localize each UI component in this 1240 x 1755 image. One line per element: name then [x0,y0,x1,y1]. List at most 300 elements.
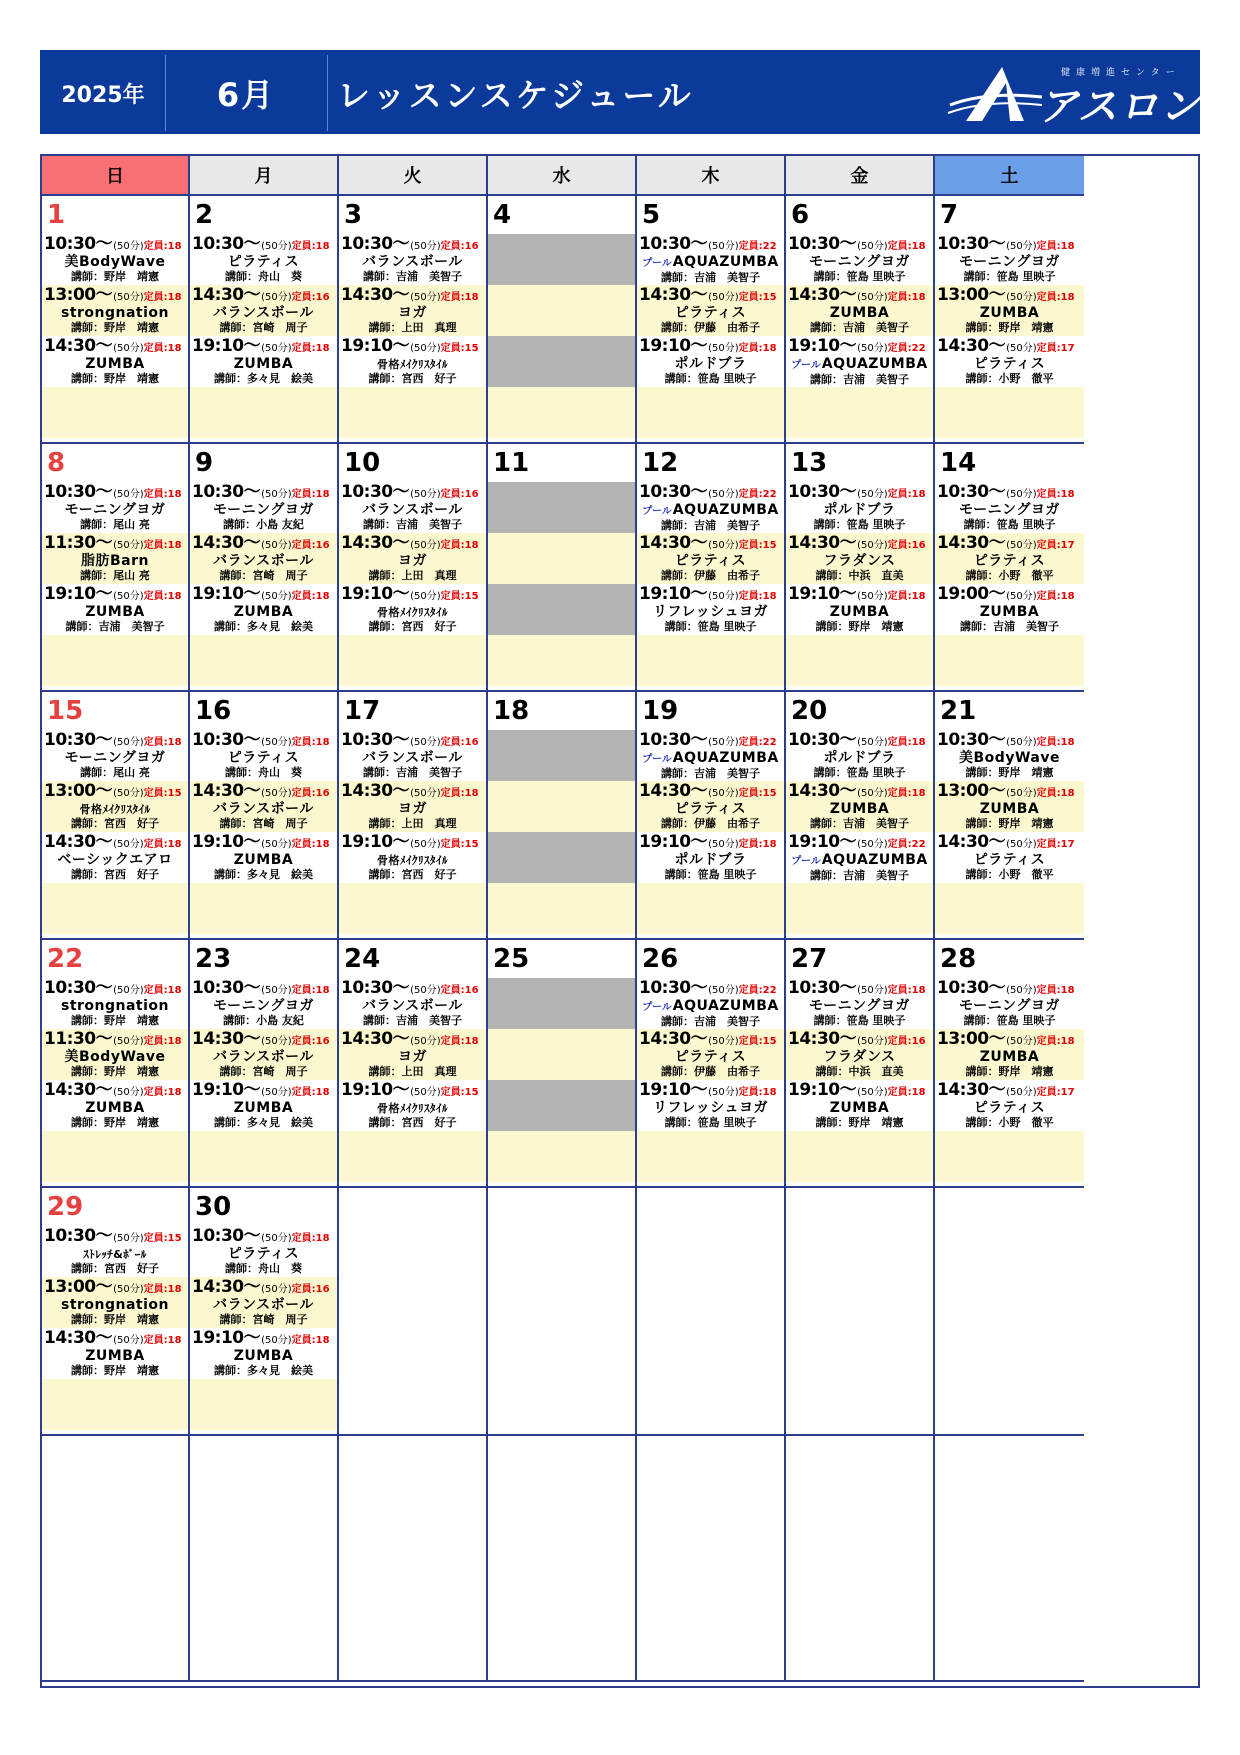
lesson-instructor: 講師：小野 徹平 [965,372,1054,385]
lesson-time-line [192,832,335,853]
lesson-name-text: ZUMBA [829,801,890,817]
lesson-time-line [788,285,931,306]
lesson-capacity: 定員:18 [143,540,182,551]
lesson-entry [190,1277,337,1328]
lesson-duration: (50分) [1006,737,1037,748]
lesson-time-line [639,730,782,751]
lesson-capacity: 定員:18 [143,1087,182,1098]
lesson-capacity: 定員:22 [738,737,777,748]
brand-logo [946,57,1201,130]
day-cell [935,1188,1084,1436]
lesson-capacity: 定員:16 [291,788,330,799]
lesson-name [192,255,335,270]
lesson-slots [786,234,933,438]
calendar-week [42,940,1198,1188]
lesson-name [937,554,1082,569]
lesson-slots [42,482,188,686]
lesson-name-text: ZUMBA [85,1100,145,1116]
lesson-name-text: リフレッシュヨガ [652,604,769,620]
lesson-entry [637,730,784,781]
lesson-time: 19:10～ [192,832,261,852]
lesson-name [937,999,1082,1014]
lesson-slots [339,234,486,438]
lesson-entry [637,832,784,883]
pool-tag: プール [642,506,672,517]
lesson-entry [42,285,188,336]
lesson-instructor: 講師：野岸 靖憲 [815,620,904,633]
lesson-time: 19:10～ [788,1080,857,1100]
lesson-entry [339,832,486,883]
lesson-entry [42,1277,188,1328]
day-cell [42,1188,190,1436]
lesson-instructor: 講師：野岸 靖憲 [71,1313,159,1326]
lesson-time-line [639,584,782,605]
lesson-capacity: 定員:22 [887,343,926,354]
day-cell [190,196,339,444]
lesson-instructor: 講師：野岸 靖憲 [965,766,1054,779]
lesson-duration: (50分) [410,1087,441,1098]
lesson-capacity: 定員:18 [291,489,330,500]
lesson-time: 10:30～ [788,730,857,750]
lesson-name [639,853,782,868]
lesson-capacity: 定員:15 [143,1233,182,1244]
lesson-duration: (50分) [113,1233,144,1244]
lesson-instructor: 講師：野岸 靖憲 [71,1116,159,1129]
lesson-name [44,357,186,372]
lesson-name-text: AQUAZUMBA [672,998,779,1014]
lesson-entry [339,1029,486,1080]
day-number: 15 [47,696,84,726]
lesson-entry [637,978,784,1029]
lesson-name [44,1349,186,1364]
lesson-entry [190,978,337,1029]
lesson-name [192,1349,335,1364]
lesson-name [192,853,335,868]
lesson-name-text: 骨格ﾒｲｸﾘｽﾀｲﾙ [377,854,448,867]
lesson-entry [190,832,337,883]
lesson-capacity: 定員:18 [1036,292,1075,303]
day-number: 26 [642,944,679,974]
lesson-instructor: 講師：尾山 亮 [80,518,150,531]
empty-slot [786,635,933,686]
lesson-name-text: ZUMBA [829,604,890,620]
lesson-name [44,1101,186,1116]
weekday-header: 水 [488,156,637,196]
day-number: 18 [493,696,530,726]
lesson-duration: (50分) [1006,241,1037,252]
empty-slot [42,1131,188,1182]
lesson-name-text: ｽﾄﾚｯﾁ&ﾎﾞｰﾙ [83,1248,147,1261]
lesson-name-text: ポルドブラ [674,852,747,868]
lesson-capacity: 定員:18 [887,1087,926,1098]
lesson-time: 19:10～ [341,832,410,852]
lesson-capacity: 定員:18 [291,737,330,748]
lesson-entry [935,1029,1084,1080]
lesson-duration: (50分) [1006,1087,1037,1098]
lesson-slots [786,978,933,1182]
lesson-entry [190,234,337,285]
lesson-time-line [788,584,931,605]
day-number: 17 [344,696,381,726]
lesson-capacity: 定員:18 [143,343,182,354]
lesson-name-text: バランスボール [213,305,314,321]
lesson-instructor: 講師：多々見 絵美 [214,372,313,385]
day-cell [935,444,1084,692]
lesson-time: 19:10～ [192,336,261,356]
lesson-time: 10:30～ [788,978,857,998]
lesson-time: 19:10～ [788,832,857,852]
weekday-header: 月 [190,156,339,196]
empty-slot [339,883,486,934]
lesson-instructor: 講師：野岸 靖憲 [71,270,159,283]
lesson-time: 14:30～ [44,1080,113,1100]
lesson-time: 14:30～ [192,781,261,801]
lesson-instructor: 講師：吉浦 美智子 [810,869,909,882]
lesson-name-text: モーニングヨガ [959,254,1060,270]
lesson-name-text: ベーシックエアロ [57,852,173,868]
lesson-instructor: 講師：伊藤 由希子 [661,569,760,582]
lesson-instructor: 講師：野岸 靖憲 [965,321,1054,334]
lesson-time-line [341,730,484,751]
lesson-time: 19:10～ [341,336,410,356]
lesson-instructor: 講師：多々見 絵美 [214,868,313,881]
day-number: 6 [791,200,810,230]
lesson-time-line [44,336,186,357]
lesson-time: 14:30～ [937,336,1006,356]
lesson-entry [935,832,1084,883]
lesson-duration: (50分) [113,343,144,354]
day-number: 13 [791,448,828,478]
lesson-capacity: 定員:15 [440,839,479,850]
lesson-capacity: 定員:15 [738,788,777,799]
lesson-entry [935,584,1084,635]
lesson-duration: (50分) [113,985,144,996]
lesson-name-text: モーニングヨガ [64,750,166,766]
empty-slot [488,1029,635,1080]
lesson-name [639,605,782,620]
lesson-name-text: ポルドブラ [674,356,747,372]
day-cell [42,196,190,444]
lesson-duration: (50分) [410,737,441,748]
lesson-duration: (50分) [410,489,441,500]
lesson-duration: (50分) [261,343,292,354]
day-cell [637,692,786,940]
lesson-time: 10:30～ [639,234,708,254]
lesson-capacity: 定員:18 [143,489,182,500]
lesson-duration: (50分) [857,839,888,850]
lesson-name-text: ZUMBA [979,305,1040,321]
lesson-instructor: 講師：笹島 里映子 [664,372,757,385]
lesson-time: 10:30～ [639,730,708,750]
lesson-time: 14:30～ [192,285,261,305]
empty-slot [935,1131,1084,1182]
lesson-instructor: 講師：多々見 絵美 [214,1364,313,1377]
lesson-time-line [937,1080,1082,1101]
lesson-capacity: 定員:18 [143,985,182,996]
pool-tag: プール [642,1002,672,1013]
lesson-duration: (50分) [113,292,144,303]
lesson-time-line [639,482,782,503]
lesson-time-line [788,1080,931,1101]
lesson-name [192,1298,335,1313]
lesson-name-text: strongnation [60,998,170,1014]
lesson-time-line [192,584,335,605]
lesson-duration: (50分) [857,985,888,996]
lesson-instructor: 講師：中浜 直美 [815,1065,904,1078]
lesson-instructor: 講師：小野 徹平 [965,1116,1054,1129]
lesson-name-text: AQUAZUMBA [821,356,928,372]
lesson-name-text: ZUMBA [979,1049,1040,1065]
lesson-capacity: 定員:18 [887,292,926,303]
lesson-entry [42,1328,188,1379]
day-cell [637,1436,786,1682]
lesson-capacity: 定員:18 [291,1335,330,1346]
weekday-header: 木 [637,156,786,196]
lesson-entry [42,1029,188,1080]
lesson-duration: (50分) [410,1036,441,1047]
lesson-time: 10:30～ [341,234,410,254]
empty-slot [488,234,635,285]
lesson-capacity: 定員:18 [143,292,182,303]
lesson-capacity: 定員:16 [440,985,479,996]
lesson-time: 19:10～ [341,1080,410,1100]
lesson-time-line [788,832,931,853]
lesson-entry [637,1080,784,1131]
lesson-duration: (50分) [708,788,739,799]
lesson-instructor: 講師：吉浦 美智子 [661,519,760,532]
lesson-capacity: 定員:18 [887,737,926,748]
lesson-time: 10:30～ [44,1226,113,1246]
lesson-time: 14:30～ [192,533,261,553]
lesson-slots [935,730,1084,934]
lesson-capacity: 定員:17 [1036,839,1075,850]
day-cell [190,1188,339,1436]
lesson-entry [786,781,933,832]
lesson-entry [339,533,486,584]
lesson-duration: (50分) [857,1036,888,1047]
lesson-instructor: 講師：笹島 里映子 [813,270,906,283]
lesson-name [937,802,1082,817]
lesson-name [788,751,931,766]
lesson-name-text: 美BodyWave [64,254,166,270]
day-cell [786,1188,935,1436]
lesson-name [639,751,782,767]
logo-name: アスロン [1038,84,1201,130]
lesson-capacity: 定員:16 [291,292,330,303]
lesson-name [192,554,335,569]
lesson-capacity: 定員:18 [887,985,926,996]
lesson-entry [190,336,337,387]
lesson-entry [786,285,933,336]
lesson-time: 10:30～ [937,234,1006,254]
lesson-instructor: 講師：野岸 靖憲 [815,1116,904,1129]
pool-tag: プール [642,258,672,269]
lesson-time: 14:30～ [639,285,708,305]
lesson-instructor: 講師：笹島 里映子 [813,518,906,531]
day-number: 1 [47,200,66,230]
lesson-instructor: 講師：上田 真理 [368,321,457,334]
lesson-time-line [937,1029,1082,1050]
weekday-header-row [42,156,1198,196]
empty-slot [935,635,1084,686]
lesson-instructor: 講師：吉浦 美智子 [65,620,165,633]
empty-slot [42,1379,188,1430]
lesson-capacity: 定員:18 [291,1233,330,1244]
lesson-time-line [341,978,484,999]
lesson-duration: (50分) [1006,591,1037,602]
lesson-name [341,554,484,569]
empty-slot [42,635,188,686]
lesson-time: 14:30～ [937,1080,1006,1100]
empty-slot [190,1379,337,1430]
lesson-duration: (50分) [1006,1036,1037,1047]
lesson-time: 14:30～ [44,1328,113,1348]
lesson-time-line [44,1277,186,1298]
lesson-name-text: AQUAZUMBA [672,254,779,270]
lesson-name [639,1101,782,1116]
lesson-instructor: 講師：笹島 里映子 [963,270,1056,283]
lesson-duration: (50分) [708,540,739,551]
day-number: 19 [642,696,679,726]
day-cell [488,692,637,940]
lesson-time: 13:00～ [44,781,113,801]
lesson-capacity: 定員:18 [291,839,330,850]
lesson-name [44,1247,186,1262]
empty-slot [637,635,784,686]
lesson-entry [42,730,188,781]
lesson-entry [339,482,486,533]
lesson-time-line [341,336,484,357]
lesson-duration: (50分) [1006,839,1037,850]
lesson-time-line [639,1080,782,1101]
lesson-time-line [639,978,782,999]
lesson-instructor: 講師：野岸 靖憲 [965,1065,1054,1078]
lesson-time: 10:30～ [341,978,410,998]
lesson-duration: (50分) [410,241,441,252]
lesson-entry [42,978,188,1029]
lesson-capacity: 定員:18 [887,489,926,500]
empty-slot [488,533,635,584]
lesson-time-line [788,533,931,554]
lesson-duration: (50分) [410,540,441,551]
lesson-name [192,999,335,1014]
lesson-time-line [192,533,335,554]
day-number: 24 [344,944,381,974]
lesson-name [341,751,484,766]
month-label: 6月 [216,76,276,114]
lesson-name [639,999,782,1015]
lesson-name-text: ZUMBA [829,1100,890,1116]
lesson-instructor: 講師：伊藤 由希子 [661,321,760,334]
day-number: 25 [493,944,530,974]
lesson-capacity: 定員:16 [440,241,479,252]
lesson-time: 19:10～ [192,1080,261,1100]
lesson-duration: (50分) [708,985,739,996]
lesson-instructor: 講師：吉浦 美智子 [363,270,462,283]
lesson-name [192,1247,335,1262]
lesson-time: 10:30～ [44,234,113,254]
lesson-time: 10:30～ [44,730,113,750]
lesson-time-line [44,1328,186,1349]
lesson-time-line [639,234,782,255]
lesson-name [639,503,782,519]
day-number: 5 [642,200,661,230]
day-cell [190,1436,339,1682]
lesson-duration: (50分) [1006,788,1037,799]
lesson-time: 10:30～ [937,730,1006,750]
empty-slot [488,635,635,686]
lesson-duration: (50分) [708,292,739,303]
lesson-capacity: 定員:18 [291,343,330,354]
lesson-capacity: 定員:16 [440,489,479,500]
lesson-instructor: 講師：野岸 靖憲 [71,1065,159,1078]
lesson-entry [786,336,933,387]
lesson-time-line [937,533,1082,554]
lesson-capacity: 定員:18 [887,788,926,799]
lesson-capacity: 定員:18 [143,1284,182,1295]
lesson-name-text: 美BodyWave [64,1049,166,1065]
day-cell [786,1436,935,1682]
lesson-duration: (50分) [261,737,292,748]
lesson-entry [42,533,188,584]
empty-slot [637,387,784,438]
lesson-name [639,554,782,569]
day-cell [935,1436,1084,1682]
lesson-time-line [44,781,186,802]
day-cell [42,444,190,692]
empty-slot [786,387,933,438]
lesson-slots [637,482,784,686]
lesson-name-text: バランスボール [213,1297,314,1313]
lesson-time-line [44,1080,186,1101]
empty-slot [488,1131,635,1182]
empty-slot [637,1131,784,1182]
lesson-capacity: 定員:18 [1036,788,1075,799]
lesson-entry [637,1029,784,1080]
lesson-name-text: ピラティス [973,356,1046,372]
lesson-time: 10:30～ [192,234,261,254]
lesson-entry [637,285,784,336]
lesson-instructor: 講師：吉浦 美智子 [810,321,909,334]
lesson-name-text: 骨格ﾒｲｸﾘｽﾀｲﾙ [377,606,448,619]
lesson-capacity: 定員:18 [1036,591,1075,602]
lesson-time: 14:30～ [639,1029,708,1049]
lesson-time: 13:00～ [937,285,1006,305]
lesson-duration: (50分) [410,839,441,850]
lesson-slots [637,234,784,438]
lesson-name [341,605,484,620]
lesson-name [788,503,931,518]
lesson-capacity: 定員:17 [1036,1087,1075,1098]
lesson-capacity: 定員:18 [1036,1036,1075,1047]
lesson-slots [190,1226,337,1430]
day-cell [339,1436,488,1682]
lesson-name-text: バランスボール [362,254,463,270]
day-cell [339,1188,488,1436]
lesson-duration: (50分) [708,489,739,500]
lesson-name [937,1050,1082,1065]
lesson-entry [190,1029,337,1080]
lesson-name-text: 美BodyWave [959,750,1060,766]
lesson-duration: (50分) [857,591,888,602]
lesson-instructor: 講師：宮崎 周子 [219,817,308,830]
weekday-header: 金 [786,156,935,196]
lesson-duration: (50分) [410,788,441,799]
calendar-week [42,1436,1198,1682]
empty-slot [488,387,635,438]
lesson-slots [190,730,337,934]
lesson-entry [786,978,933,1029]
